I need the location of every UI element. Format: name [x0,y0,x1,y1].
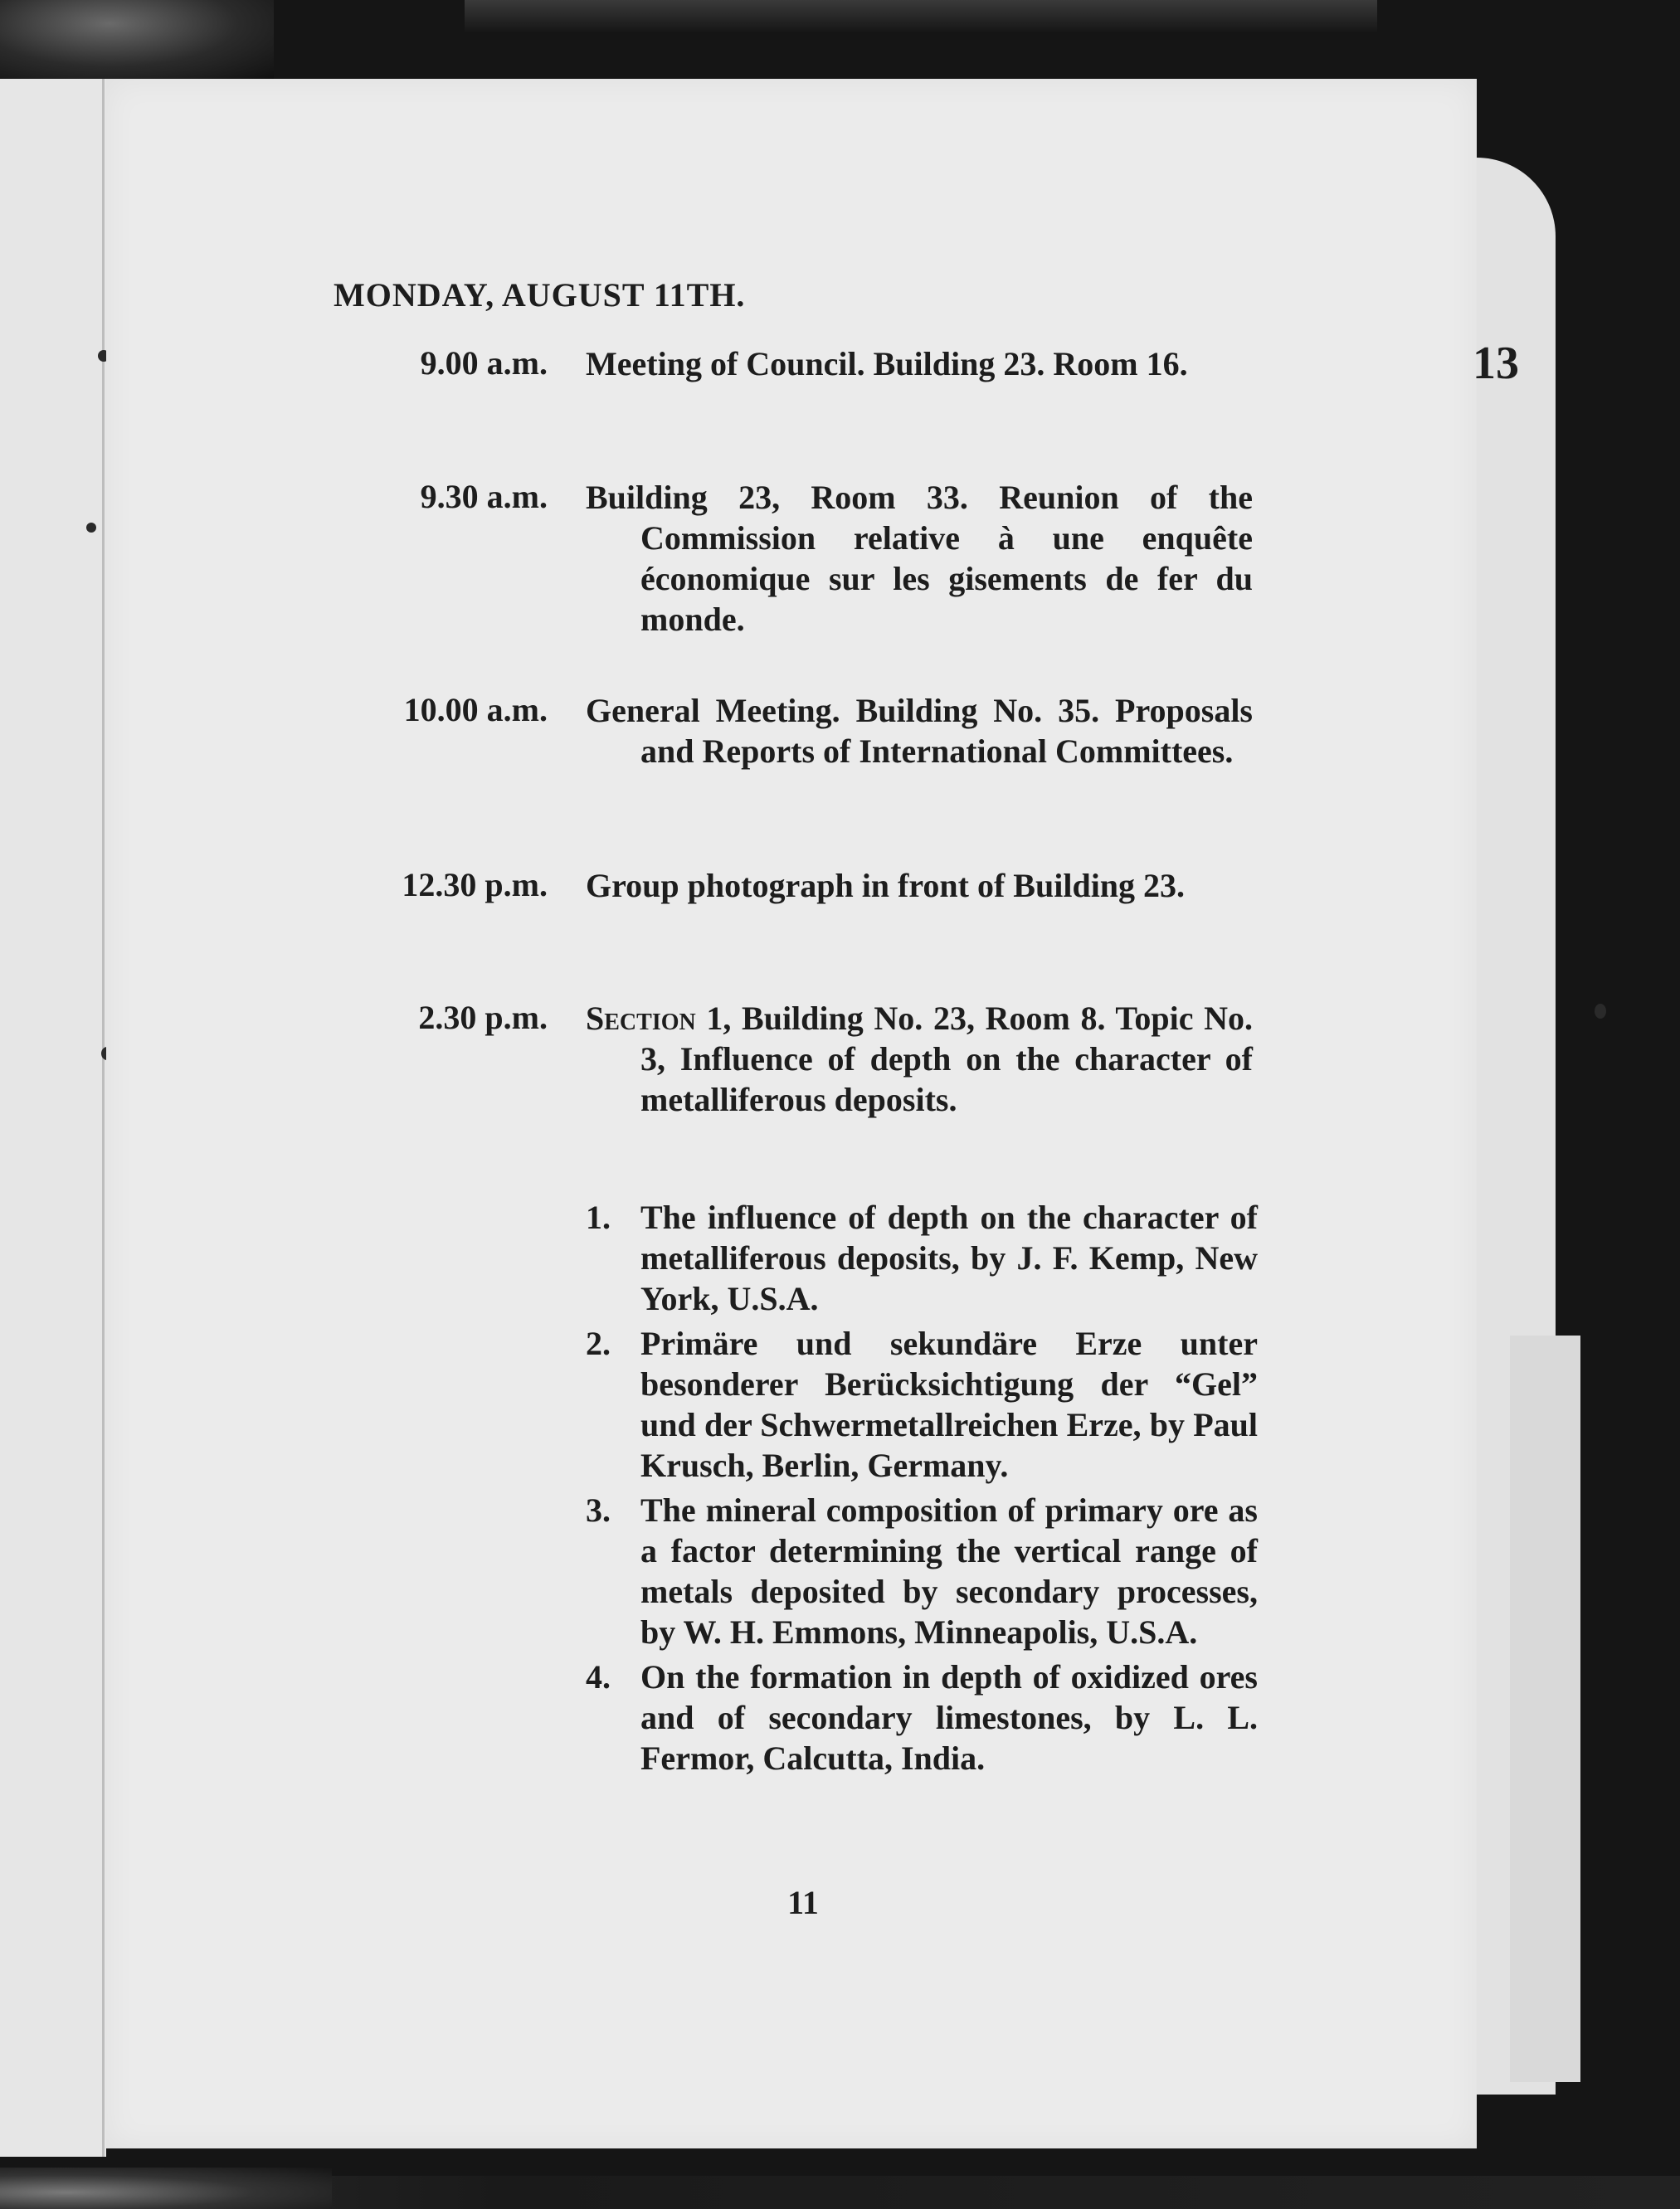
section-text: 1, Building No. 23, Room 8. Topic No. 3, Influence of depth on the character of metalliferous deposits. [640,1000,1254,1118]
entry-description: Building 23, Room 33. Reunion of the Commission relative à une enquête économique sur les gisements de fer du monde. [586,479,1253,638]
entry-description: Meeting of Council. Building 23. Room 16. [586,345,1188,382]
list-item [586,1657,1258,1778]
margin-mark [86,523,96,533]
item-number: 2. [586,1325,611,1362]
item-number: 3. [586,1491,611,1529]
entry-description: Group photograph in front of Building 23. [586,867,1186,904]
list-item [586,1197,1258,1319]
underlying-page-lower [1510,1336,1580,2082]
item-text: The mineral composition of primary ore as a factor determining the vertical range of metals deposited by secondary processes, by W. H. Emmons, Minneapolis, U.S.A. [640,1491,1258,1651]
entry-time: 9.30 a.m. [420,478,548,515]
page-marker: 13 [1473,338,1519,389]
section-label: Section [586,1000,696,1037]
entry-time: 12.30 p.m. [402,866,548,903]
margin-mark [1595,1004,1606,1019]
entry-description [586,998,1253,1120]
page-number: 11 [787,1884,819,1921]
item-text: The influence of depth on the character of metalliferous deposits, by J. F. Kemp, New York, U.S.A. [640,1199,1258,1317]
entry-time: 10.00 a.m. [403,691,548,728]
scan-artifact-top-left [0,0,274,79]
day-heading: MONDAY, AUGUST 11TH. [334,276,746,314]
scan-artifact-top [465,0,1377,33]
entry-time: 9.00 a.m. [420,344,548,382]
item-text: On the formation in depth of oxidized ores and of secondary limestones, by L. L. Fermor, Calcutta, India. [640,1658,1258,1777]
entry-description: General Meeting. Building No. 35. Proposals and Reports of International Committees. [586,692,1253,770]
page-fold-line [102,79,105,2157]
facing-page-edge [0,79,106,2157]
item-number: 4. [586,1658,611,1696]
list-item [586,1490,1258,1652]
scan-artifact-bottom-left [0,2168,332,2209]
entry-time: 2.30 p.m. [418,999,548,1036]
item-text: Primäre und sekundäre Erze unter besonderer Berücksichtigung der “Gel” und der Schwermetallreichen Erze, by Paul Krusch, Berlin, Germany. [640,1325,1258,1484]
item-number: 1. [586,1199,611,1236]
paper-list [586,1197,1258,1783]
list-item [586,1323,1258,1486]
